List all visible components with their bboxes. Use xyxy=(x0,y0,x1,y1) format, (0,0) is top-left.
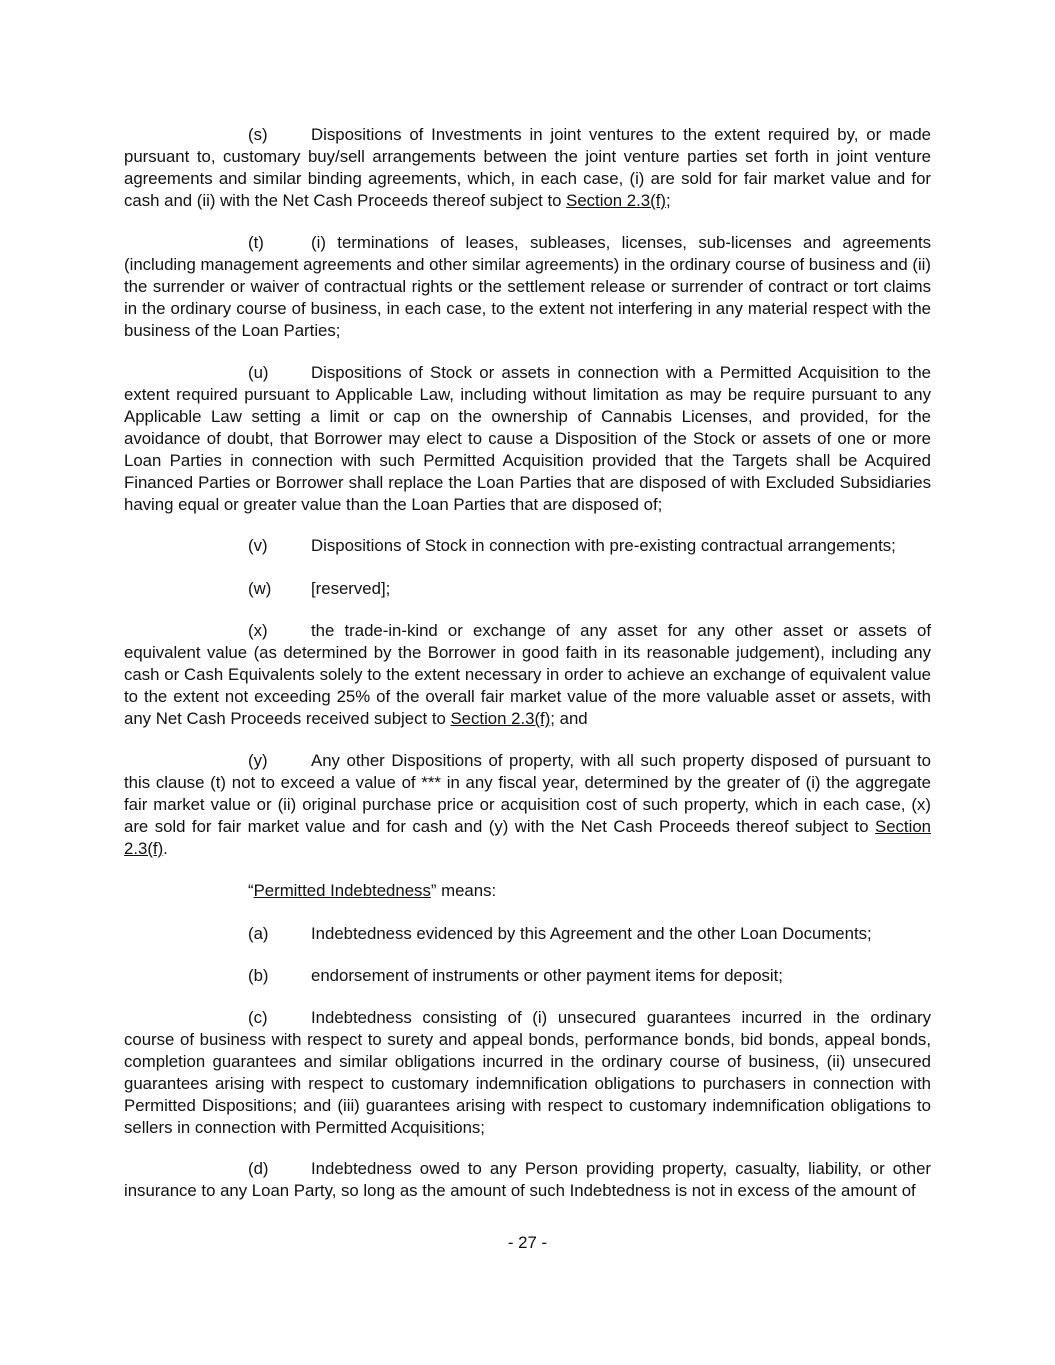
clause-label: (s) xyxy=(248,125,268,144)
section-reference: Section 2.3(f) xyxy=(124,817,931,858)
clause-label: (x) xyxy=(248,621,268,640)
clause-v xyxy=(248,535,931,557)
clause-w xyxy=(248,578,931,600)
clause-text: [reserved]; xyxy=(311,579,391,598)
clause-text: endorsement of instruments or other payment items for deposit; xyxy=(311,966,783,985)
section-reference: Section 2.3(f) xyxy=(450,709,551,728)
clause-text: the trade-in-kind or exchange of any asset for any other asset or assets of equivalent value (as determined by the Borrower in good faith in its reasonable judgement), including any cash or Cash Equivalents solely to the extent necessary in order to achieve an exchange of equivalent value to the extent not exceeding 25% of the overall fair market value of the more valuable asset or assets, with any Net Cash Proceeds received subject to xyxy=(124,621,931,728)
indebtedness-d xyxy=(124,1158,931,1202)
indebtedness-c xyxy=(124,1007,931,1139)
clause-label: (v) xyxy=(248,536,268,555)
clause-label: (c) xyxy=(248,1008,268,1027)
clause-tail: . xyxy=(163,839,168,858)
clause-text: Indebtedness evidenced by this Agreement and the other Loan Documents; xyxy=(311,924,872,943)
clause-label: (b) xyxy=(248,966,269,985)
indebtedness-b xyxy=(248,965,931,987)
clause-s xyxy=(124,124,931,212)
clause-label: (a) xyxy=(248,924,269,943)
page-number: - 27 - xyxy=(507,1233,548,1252)
clause-u xyxy=(124,362,931,516)
clause-x xyxy=(124,620,931,730)
clause-text: Dispositions of Stock or assets in connection with a Permitted Acquisition to the extent required pursuant to Applicable Law, including without limitation as may be require pursuant to any Applicable Law setting a limit or cap on the ownership of Cannabis Licenses, and provided, for the avoidance of doubt, that Borrower may elect to cause a Disposition of the Stock or assets of one or more Loan Parties in connection with such Permitted Acquisition provided that the Targets shall be Acquired Financed Parties or Borrower shall replace the Loan Parties that are disposed of with Excluded Subsidiaries having equal or greater value than the Loan Parties that are disposed of; xyxy=(124,363,931,514)
section-reference: Section 2.3(f) xyxy=(566,191,666,210)
defined-term: Permitted Indebtedness xyxy=(253,881,431,900)
clause-text: Dispositions of Investments in joint ventures to the extent required by, or made pursuant to, customary buy/sell arrangements between the joint venture parties set forth in joint venture agreements and similar binding agreements, which, in each case, (i) are sold for fair market value and for cash and (ii) with the Net Cash Proceeds thereof subject to xyxy=(124,125,931,210)
clause-text: (i) terminations of leases, subleases, licenses, sub-licenses and agreements (including management agreements and other similar agreements) in the ordinary course of business and (ii) the surrender or waiver of contractual rights or the settlement release or surrender of contract or tort claims in the ordinary course of business, in each case, to the extent not interfering in any material respect with the business of the Loan Parties; xyxy=(124,233,931,340)
clause-label: (y) xyxy=(248,751,268,770)
clause-text: Indebtedness consisting of (i) unsecured guarantees incurred in the ordinary course of business with respect to surety and appeal bonds, performance bonds, bid bonds, appeal bonds, completion guarantees and similar obligations incurred in the ordinary course of business, (ii) unsecured guarantees arising with respect to customary indemnification obligations to purchasers in connection with Permitted Dispositions; and (iii) guarantees arising with respect to customary indemnification obligations to sellers in connection with Permitted Acquisitions; xyxy=(124,1008,931,1137)
clause-t xyxy=(124,232,931,342)
open-quote: “ xyxy=(248,881,254,900)
clause-tail: ; and xyxy=(550,709,588,728)
clause-label: (w) xyxy=(248,579,272,598)
clause-label: (d) xyxy=(248,1159,269,1178)
clause-label: (t) xyxy=(248,233,264,252)
definition-suffix: ” means: xyxy=(430,881,497,900)
clause-text: Dispositions of Stock in connection with pre-existing contractual arrangements; xyxy=(311,536,896,555)
definition-heading xyxy=(248,880,931,902)
clause-text: Any other Dispositions of property, with all such property disposed of pursuant to this clause (t) not to exceed a value of *** in any fiscal year, determined by the greater of (i) the aggregate fair market value or (ii) original purchase price or acquisition cost of such property, which in each case, (x) are sold for fair market value and for cash and (y) with the Net Cash Proceeds thereof subject to xyxy=(124,751,931,836)
clause-text: Indebtedness owed to any Person providing property, casualty, liability, or other insurance to any Loan Party, so long as the amount of such Indebtedness is not in excess of the amount of xyxy=(124,1159,931,1200)
indebtedness-a xyxy=(248,923,931,945)
clause-label: (u) xyxy=(248,363,269,382)
clause-y xyxy=(124,750,931,860)
clause-tail: ; xyxy=(665,191,671,210)
